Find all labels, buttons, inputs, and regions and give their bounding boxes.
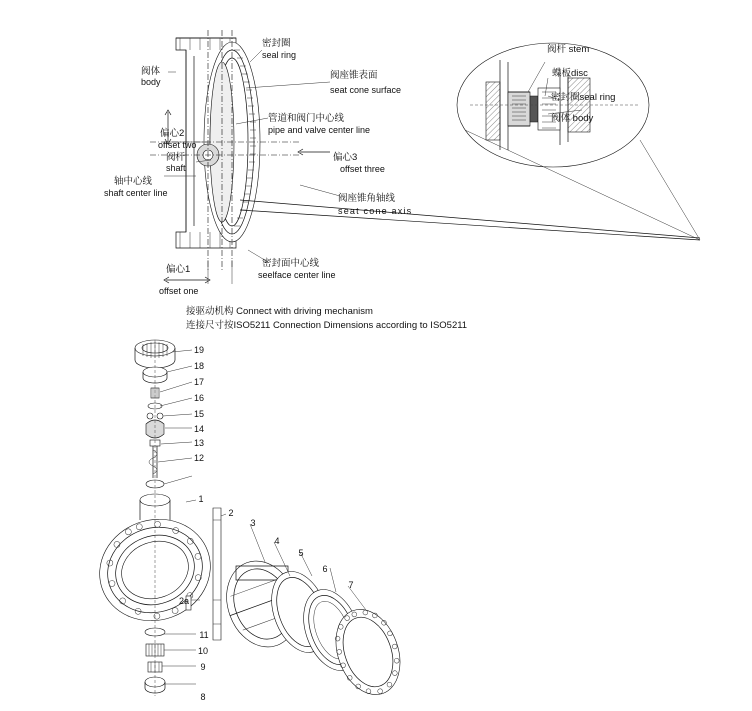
part-number-14: 14 xyxy=(193,424,204,434)
detail-label-disc-cn xyxy=(552,68,588,79)
part-number-17: 17 xyxy=(193,377,204,387)
detail-disc-cn-text: 蝶板 xyxy=(552,68,572,79)
detail-sealring-en-text: seal ring xyxy=(579,92,616,103)
part-number-13: 13 xyxy=(193,438,204,448)
part-number-18: 18 xyxy=(193,361,204,371)
label-offset-two-en: offset two xyxy=(158,140,197,150)
part-number-1: 1 xyxy=(198,494,204,504)
detail-body-en-text: body xyxy=(572,113,594,124)
label-shaft-center-line-en: shaft center line xyxy=(104,188,168,198)
part-number-7: 7 xyxy=(348,580,354,590)
label-seat-cone-surface-en: seat cone surface xyxy=(330,85,402,95)
part-number-19: 19 xyxy=(193,345,204,355)
exploded-heading-line2-cn: 连接尺寸按ISO5211 xyxy=(186,320,271,331)
detail-label-body-cn xyxy=(551,113,593,124)
part-number-9: 9 xyxy=(200,662,206,672)
label-offset-one-cn: 偏心1 xyxy=(166,264,191,275)
part-number-5: 5 xyxy=(298,548,304,558)
part-number-8: 8 xyxy=(200,692,206,702)
detail-stem-cn-text: 阀杆 xyxy=(547,44,567,55)
part-number-2: 2 xyxy=(228,508,234,518)
part-number-4: 4 xyxy=(274,536,280,546)
part-number-2a: 2a xyxy=(178,596,189,606)
detail-label-seal-ring-cn xyxy=(551,92,615,103)
part-number-6: 6 xyxy=(322,564,328,574)
label-offset-one-en: offset one xyxy=(159,286,199,296)
part-number-11: 11 xyxy=(199,630,209,640)
label-seal-ring-cn: 密封圈 xyxy=(262,38,291,49)
exploded-heading-line1-en: Connect with driving mechanism xyxy=(236,306,373,317)
label-pipe-valve-center-line-en: pipe and valve center line xyxy=(268,125,371,135)
label-shaft-center-line-cn: 轴中心线 xyxy=(114,176,153,187)
label-sealface-center-line-en: seelface center line xyxy=(258,270,336,280)
exploded-heading-line1-cn: 接驱动机构 xyxy=(186,306,234,317)
detail-body-cn-text: 阀体 xyxy=(551,113,571,124)
detail-sealring-cn-text: 密封圈 xyxy=(551,92,580,103)
label-offset-two-cn: 偏心2 xyxy=(160,128,185,139)
part-number-16: 16 xyxy=(193,393,204,403)
label-shaft-cn: 阀杆 xyxy=(166,152,186,163)
label-shaft-en: shaft xyxy=(166,163,186,173)
label-seat-cone-axis-en: seat cone axis xyxy=(338,206,413,216)
label-seat-cone-axis-cn: 阀座锥角轴线 xyxy=(338,193,396,204)
part-number-12: 12 xyxy=(193,453,204,463)
detail-disc-en-text: disc xyxy=(571,68,588,79)
exploded-heading-line2 xyxy=(186,320,467,332)
exploded-heading-line1 xyxy=(186,306,373,318)
detail-label-stem-cn xyxy=(547,44,589,55)
part-number-10: 10 xyxy=(197,646,208,656)
label-seal-ring-en: seal ring xyxy=(262,50,297,60)
part-number-3: 3 xyxy=(250,518,256,528)
part-number-15: 15 xyxy=(193,409,204,419)
detail-stem-en-text: stem xyxy=(568,44,590,55)
label-sealface-center-line-cn: 密封面中心线 xyxy=(262,258,320,269)
label-seat-cone-surface-cn: 阀座锥表面 xyxy=(330,70,378,81)
label-offset-three-en: offset three xyxy=(340,164,385,174)
label-body-cn: 阀体 xyxy=(141,66,161,77)
exploded-heading-line2-en: Connection Dimensions according to ISO5211 xyxy=(272,320,468,331)
label-pipe-valve-center-line-cn: 管道和阀门中心线 xyxy=(268,113,345,124)
label-offset-three-cn: 偏心3 xyxy=(333,152,358,163)
label-body-en: body xyxy=(141,77,161,87)
